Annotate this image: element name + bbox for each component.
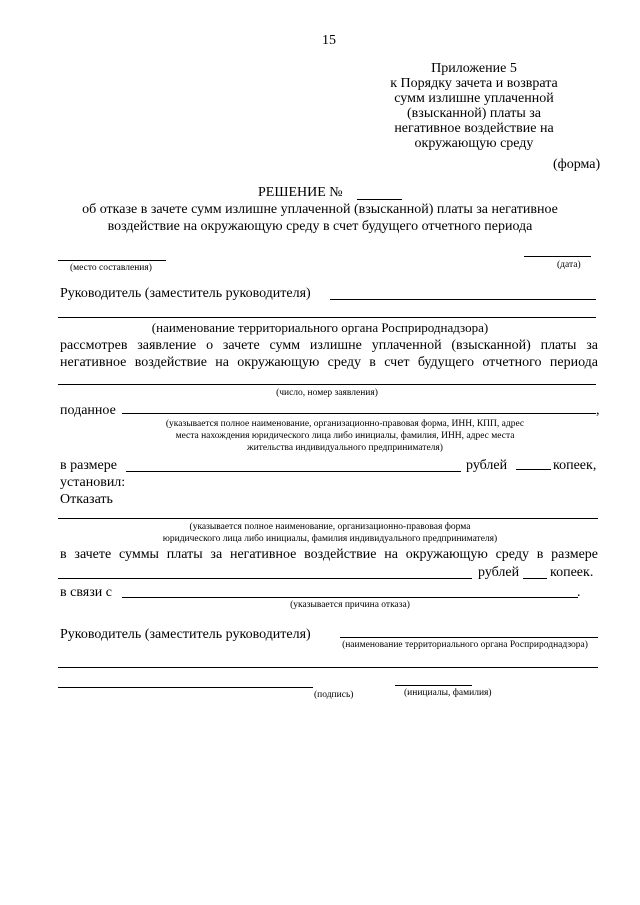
head-name-line	[330, 299, 596, 300]
considered-line: негативное воздействие на окружающую среду в счет будущего отчетного периода	[60, 355, 598, 370]
date-caption: (дата)	[557, 260, 581, 270]
place-line	[58, 260, 166, 261]
reason-line	[122, 597, 578, 598]
decision-title: РЕШЕНИЕ №	[258, 185, 343, 200]
appendix-block	[378, 61, 570, 151]
appendix-line: негативное воздействие на	[394, 121, 554, 136]
signature-caption: (подпись)	[314, 690, 354, 700]
head-label-2: Руководитель (заместитель руководителя)	[60, 627, 311, 642]
considered-line: рассмотрев заявление о зачете сумм излишне уплаченной (взысканной) платы за	[60, 338, 598, 353]
payer-caption-line: (указывается полное наименование, организационно-правовая форма, ИНН, КПП, адрес	[165, 419, 525, 429]
payer-caption	[108, 418, 582, 454]
rubles-label-2: рублей	[478, 565, 520, 580]
name-caption: (инициалы, фамилия)	[404, 688, 492, 698]
date-line	[524, 256, 591, 257]
appendix-line: к Порядку зачета и возврата	[390, 76, 558, 91]
reason-caption: (указывается причина отказа)	[290, 600, 410, 610]
application-line	[58, 384, 596, 385]
refuse-label: Отказать	[60, 492, 113, 507]
kopecks-label: копеек,	[553, 458, 597, 473]
page-number: 15	[322, 33, 336, 48]
submitted-line	[122, 413, 596, 414]
territorial-body-line-2	[58, 667, 598, 668]
refuse-caption-line: юридического лица либо инициалы, фамилия индивидуального предпринимателя)	[162, 534, 498, 544]
submitted-label: поданное	[60, 403, 116, 418]
head-body-line	[340, 637, 598, 638]
signature-line	[58, 687, 313, 688]
refuse-caption	[60, 521, 600, 545]
amount-label: в размере	[60, 458, 117, 473]
offset-kopecks-line	[523, 578, 547, 579]
application-caption: (число, номер заявления)	[276, 388, 378, 398]
place-caption: (место составления)	[70, 263, 152, 273]
offset-amount-line	[58, 578, 472, 579]
kopecks-label-2: копеек.	[550, 565, 594, 580]
kopecks-line	[516, 469, 551, 470]
reason-label: в связи с	[60, 585, 112, 600]
territorial-body-caption-2: (наименование территориального органа Росприроднадзора)	[342, 640, 588, 650]
appendix-line: окружающую среду	[414, 136, 534, 151]
name-line	[395, 685, 472, 686]
form-label: (форма)	[553, 157, 601, 172]
offset-line: в зачете суммы платы за негативное воздействие на окружающую среду в размере	[60, 547, 598, 562]
decision-number-line	[357, 199, 402, 200]
territorial-body-line	[58, 317, 596, 318]
head-label: Руководитель (заместитель руководителя)	[60, 286, 311, 301]
reason-period: .	[577, 585, 581, 600]
appendix-line: (взысканной) платы за	[407, 106, 541, 121]
submitted-comma: ,	[596, 403, 600, 418]
refuse-subject-line	[58, 518, 598, 519]
established-label: установил:	[60, 475, 126, 490]
territorial-body-caption: (наименование территориального органа Росприроднадзора)	[151, 320, 489, 335]
appendix-line: Приложение 5	[431, 61, 517, 76]
payer-caption-line: места нахождения юридического лица либо инициалы, фамилия, ИНН, адрес места	[175, 431, 515, 441]
refuse-caption-line: (указывается полное наименование, организационно-правовая форма	[189, 522, 471, 532]
amount-line	[126, 471, 461, 472]
payer-caption-line: жительства индивидуального предпринимателя)	[247, 443, 443, 453]
rubles-label: рублей	[466, 458, 508, 473]
subtitle-line: воздействие на окружающую среду в счет будущего отчетного периода	[107, 219, 533, 234]
appendix-line: сумм излишне уплаченной	[394, 91, 554, 106]
subtitle-line: об отказе в зачете сумм излишне уплаченной (взысканной) платы за негативное	[82, 202, 558, 217]
